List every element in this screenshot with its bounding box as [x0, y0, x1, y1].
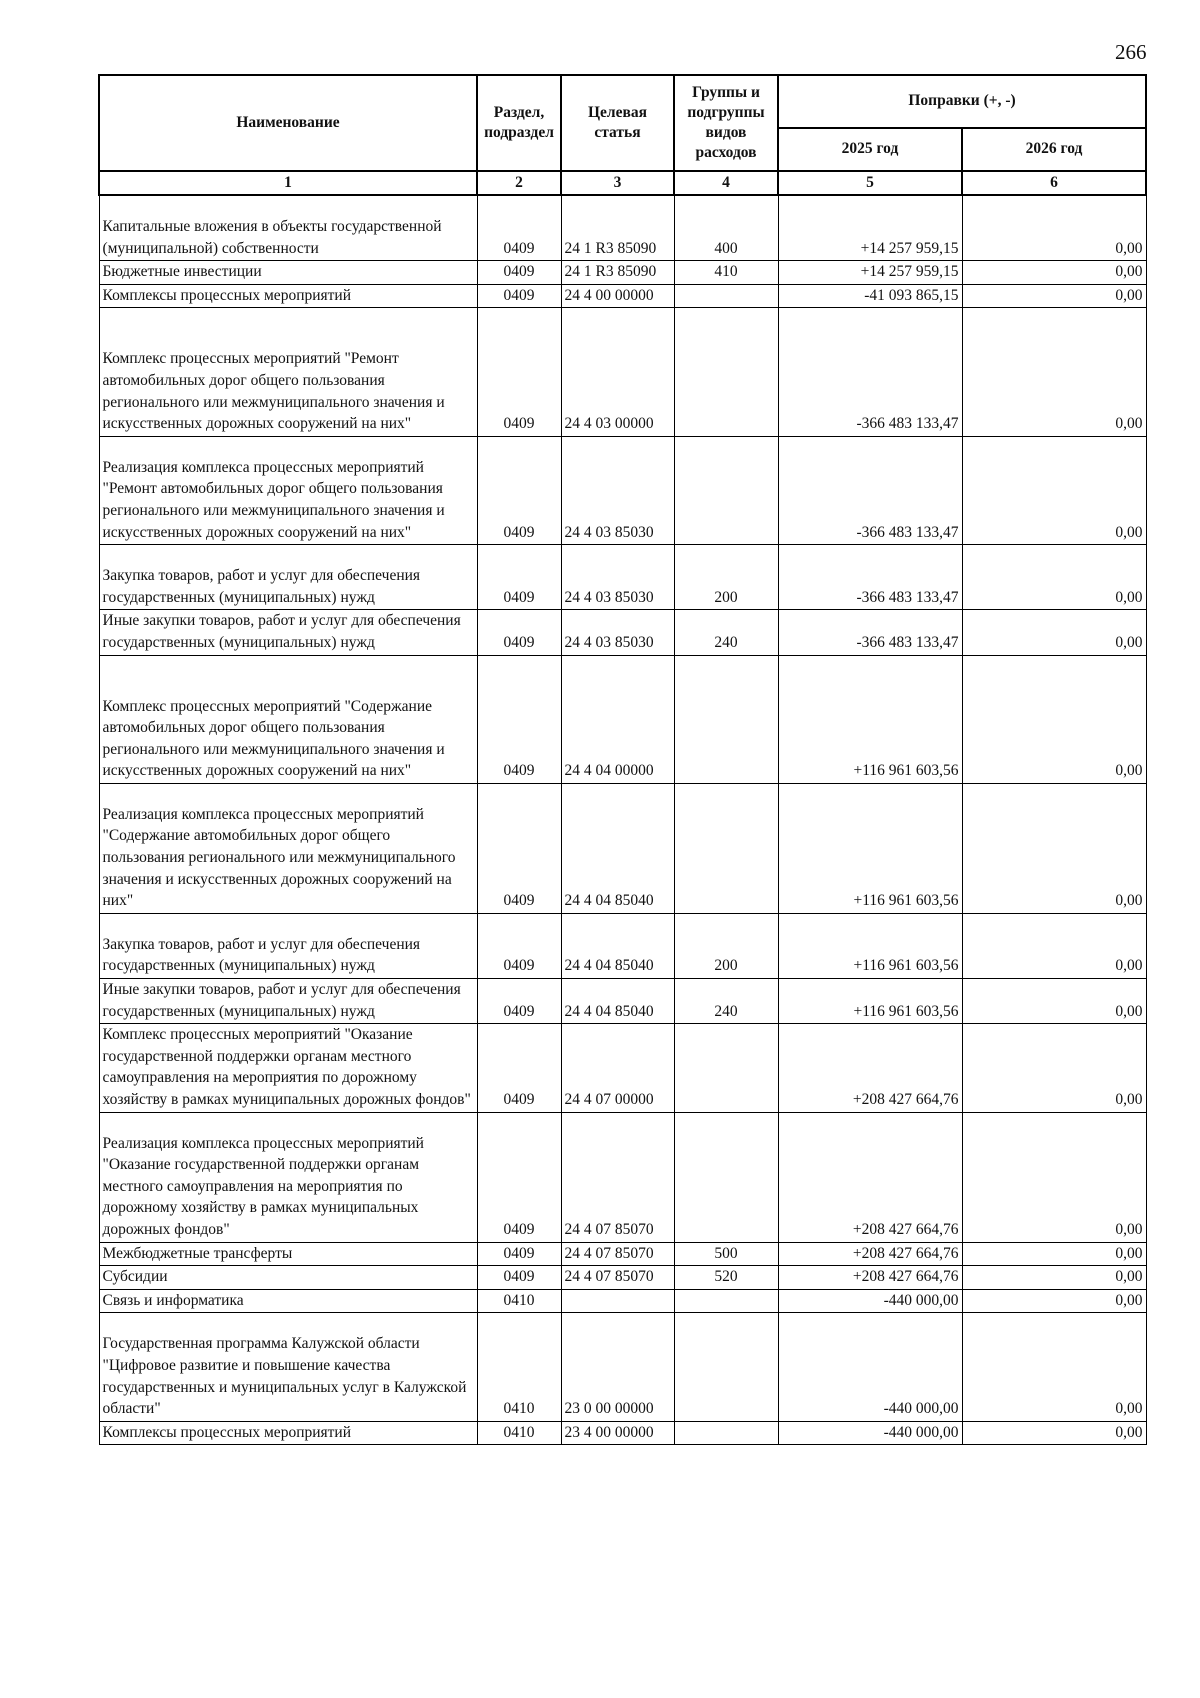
row-section: 0410 — [477, 1289, 561, 1313]
header-amendments: Поправки (+, -) — [778, 75, 1146, 128]
row-name: Комплекс процессных мероприятий "Ремонт автомобильных дорог общего пользования регионального или межмуниципального значения и искусственных дорожных сооружений на них" — [99, 308, 477, 436]
col-number: 6 — [962, 171, 1146, 195]
col-number: 2 — [477, 171, 561, 195]
row-section: 0409 — [477, 913, 561, 978]
row-group — [674, 1313, 778, 1421]
row-name: Бюджетные инвестиции — [99, 261, 477, 285]
row-amount-2026: 0,00 — [962, 979, 1146, 1024]
row-amount-2025: +116 961 603,56 — [778, 979, 962, 1024]
row-name: Субсидии — [99, 1266, 477, 1290]
table-row — [99, 545, 1146, 610]
row-amount-2025: +208 427 664,76 — [778, 1112, 962, 1242]
row-amount-2025: +208 427 664,76 — [778, 1242, 962, 1266]
row-amount-2025: -41 093 865,15 — [778, 284, 962, 308]
col-number: 4 — [674, 171, 778, 195]
row-code: 24 4 07 85070 — [561, 1266, 674, 1290]
row-group — [674, 436, 778, 544]
row-name: Связь и информатика — [99, 1289, 477, 1313]
row-amount-2026: 0,00 — [962, 1112, 1146, 1242]
table-row — [99, 655, 1146, 783]
row-section: 0409 — [477, 284, 561, 308]
table-row — [99, 1421, 1146, 1445]
row-amount-2025: +208 427 664,76 — [778, 1266, 962, 1290]
row-code: 24 4 07 00000 — [561, 1024, 674, 1112]
table-body — [99, 195, 1146, 1445]
row-code: 24 4 00 00000 — [561, 284, 674, 308]
table-row — [99, 1289, 1146, 1313]
row-group — [674, 284, 778, 308]
row-amount-2026: 0,00 — [962, 261, 1146, 285]
table-row — [99, 195, 1146, 261]
row-code: 24 4 04 85040 — [561, 783, 674, 913]
row-name: Реализация комплекса процессных мероприятий "Ремонт автомобильных дорог общего пользования регионального или межмуниципального значения и искусственных дорожных сооружений на них" — [99, 436, 477, 544]
row-amount-2025: -366 483 133,47 — [778, 436, 962, 544]
table-row — [99, 1242, 1146, 1266]
row-amount-2026: 0,00 — [962, 1289, 1146, 1313]
table-row — [99, 261, 1146, 285]
row-name: Закупка товаров, работ и услуг для обеспечения государственных (муниципальных) нужд — [99, 545, 477, 610]
row-amount-2026: 0,00 — [962, 1313, 1146, 1421]
col-number: 5 — [778, 171, 962, 195]
row-group: 400 — [674, 195, 778, 261]
row-group: 520 — [674, 1266, 778, 1290]
row-group — [674, 1112, 778, 1242]
row-code: 24 4 04 85040 — [561, 979, 674, 1024]
header-year-2026: 2026 год — [962, 128, 1146, 171]
row-amount-2026: 0,00 — [962, 284, 1146, 308]
row-amount-2025: -366 483 133,47 — [778, 610, 962, 655]
row-name: Комплекс процессных мероприятий "Содержание автомобильных дорог общего пользования регионального или межмуниципального значения и искусственных дорожных сооружений на них" — [99, 655, 477, 783]
row-group — [674, 655, 778, 783]
row-name: Комплекс процессных мероприятий "Оказание государственной поддержки органам местного самоуправления на мероприятия по дорожному хозяйству в рамках муниципальных дорожных фондов" — [99, 1024, 477, 1112]
row-amount-2025: -366 483 133,47 — [778, 545, 962, 610]
row-amount-2026: 0,00 — [962, 436, 1146, 544]
row-code: 24 1 R3 85090 — [561, 261, 674, 285]
row-section: 0409 — [477, 1112, 561, 1242]
row-amount-2025: +116 961 603,56 — [778, 783, 962, 913]
budget-amendments-table — [98, 74, 1147, 1445]
header-name: Наименование — [99, 75, 477, 171]
row-section: 0409 — [477, 1024, 561, 1112]
row-amount-2026: 0,00 — [962, 1421, 1146, 1445]
row-section: 0409 — [477, 610, 561, 655]
row-amount-2025: +116 961 603,56 — [778, 655, 962, 783]
row-code: 24 4 03 85030 — [561, 545, 674, 610]
header-section: Раздел, подраздел — [477, 75, 561, 171]
table-row — [99, 1024, 1146, 1112]
row-section: 0409 — [477, 545, 561, 610]
row-code: 24 4 04 85040 — [561, 913, 674, 978]
row-group — [674, 1024, 778, 1112]
header-groups: Группы и подгруппы видов расходов — [674, 75, 778, 171]
table-row — [99, 308, 1146, 436]
row-code: 24 4 03 85030 — [561, 610, 674, 655]
row-amount-2026: 0,00 — [962, 913, 1146, 978]
row-group — [674, 308, 778, 436]
row-section: 0409 — [477, 261, 561, 285]
row-name: Закупка товаров, работ и услуг для обеспечения государственных (муниципальных) нужд — [99, 913, 477, 978]
row-amount-2025: +14 257 959,15 — [778, 261, 962, 285]
row-code: 24 1 R3 85090 — [561, 195, 674, 261]
row-amount-2026: 0,00 — [962, 1266, 1146, 1290]
row-amount-2026: 0,00 — [962, 783, 1146, 913]
row-group: 410 — [674, 261, 778, 285]
table-row — [99, 436, 1146, 544]
row-section: 0409 — [477, 195, 561, 261]
row-group — [674, 1421, 778, 1445]
row-amount-2026: 0,00 — [962, 195, 1146, 261]
row-code: 24 4 03 00000 — [561, 308, 674, 436]
page-number: 266 — [1115, 40, 1147, 64]
row-group — [674, 783, 778, 913]
row-amount-2025: -440 000,00 — [778, 1313, 962, 1421]
row-amount-2026: 0,00 — [962, 308, 1146, 436]
row-amount-2025: +14 257 959,15 — [778, 195, 962, 261]
row-section: 0409 — [477, 979, 561, 1024]
row-section: 0409 — [477, 1266, 561, 1290]
row-group: 200 — [674, 913, 778, 978]
row-section: 0409 — [477, 1242, 561, 1266]
row-amount-2026: 0,00 — [962, 1242, 1146, 1266]
row-name: Комплексы процессных мероприятий — [99, 1421, 477, 1445]
row-name: Капитальные вложения в объекты государственной (муниципальной) собственности — [99, 195, 477, 261]
table-row — [99, 979, 1146, 1024]
table-row — [99, 1112, 1146, 1242]
row-name: Иные закупки товаров, работ и услуг для обеспечения государственных (муниципальных) нужд — [99, 979, 477, 1024]
row-code — [561, 1289, 674, 1313]
row-code: 24 4 03 85030 — [561, 436, 674, 544]
table-row — [99, 610, 1146, 655]
row-section: 0409 — [477, 655, 561, 783]
row-section: 0409 — [477, 436, 561, 544]
row-amount-2026: 0,00 — [962, 545, 1146, 610]
table-row — [99, 783, 1146, 913]
row-group: 240 — [674, 610, 778, 655]
row-name: Реализация комплекса процессных мероприятий "Оказание государственной поддержки органам местного самоуправления на мероприятия по дорожному хозяйству в рамках муниципальных дорожных фондов" — [99, 1112, 477, 1242]
row-code: 24 4 07 85070 — [561, 1242, 674, 1266]
row-amount-2026: 0,00 — [962, 655, 1146, 783]
row-group: 500 — [674, 1242, 778, 1266]
row-name: Реализация комплекса процессных мероприятий "Содержание автомобильных дорог общего пользования регионального или межмуниципального значения и искусственных дорожных сооружений на них" — [99, 783, 477, 913]
row-name: Комплексы процессных мероприятий — [99, 284, 477, 308]
row-group — [674, 1289, 778, 1313]
row-amount-2025: +116 961 603,56 — [778, 913, 962, 978]
row-code: 24 4 04 00000 — [561, 655, 674, 783]
row-amount-2025: -440 000,00 — [778, 1289, 962, 1313]
header-year-2025: 2025 год — [778, 128, 962, 171]
row-section: 0409 — [477, 308, 561, 436]
table-row — [99, 1313, 1146, 1421]
row-section: 0410 — [477, 1421, 561, 1445]
table-row — [99, 913, 1146, 978]
row-code: 23 4 00 00000 — [561, 1421, 674, 1445]
row-code: 23 0 00 00000 — [561, 1313, 674, 1421]
row-amount-2025: -366 483 133,47 — [778, 308, 962, 436]
table-row — [99, 1266, 1146, 1290]
row-amount-2026: 0,00 — [962, 1024, 1146, 1112]
row-group: 200 — [674, 545, 778, 610]
header-target: Целевая статья — [561, 75, 674, 171]
row-section: 0410 — [477, 1313, 561, 1421]
row-name: Межбюджетные трансферты — [99, 1242, 477, 1266]
row-section: 0409 — [477, 783, 561, 913]
col-number: 3 — [561, 171, 674, 195]
row-name: Иные закупки товаров, работ и услуг для обеспечения государственных (муниципальных) нужд — [99, 610, 477, 655]
row-amount-2025: -440 000,00 — [778, 1421, 962, 1445]
row-amount-2025: +208 427 664,76 — [778, 1024, 962, 1112]
col-number: 1 — [99, 171, 477, 195]
row-amount-2026: 0,00 — [962, 610, 1146, 655]
row-code: 24 4 07 85070 — [561, 1112, 674, 1242]
table-row — [99, 284, 1146, 308]
row-name: Государственная программа Калужской области "Цифровое развитие и повышение качества государственных и муниципальных услуг в Калужской области" — [99, 1313, 477, 1421]
row-group: 240 — [674, 979, 778, 1024]
